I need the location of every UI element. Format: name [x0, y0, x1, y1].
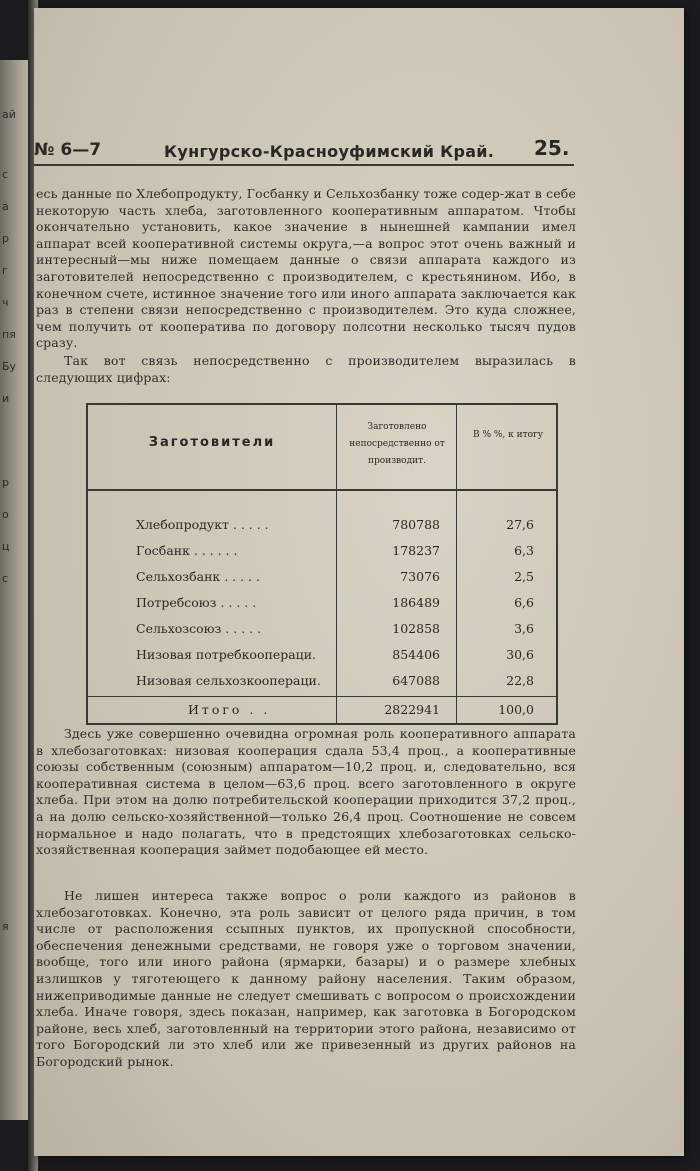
header-rule: [34, 164, 574, 166]
row-name: Сельхозбанк . . . . .: [136, 569, 260, 584]
edge-fragment: с: [2, 572, 9, 585]
page-number: 25.: [534, 136, 570, 160]
paragraph-table-lead: [36, 353, 576, 386]
total-label: Итого . .: [188, 702, 271, 717]
paragraph-intro: есь данные по Хлебопродукту, Госбанку и Сельхозбанку тоже содер-жат в себе некоторую часть хлеба, заготовленного кооперативным аппаратом. Чтобы окончательно установить, какое значение в нынешней кампании имел аппарат всей кооперативной системы округа,—а вопрос этот очень важный и интересный—мы ниже помещаем данные о связи аппарата каждого из заготовителей непосредственно с производителем, с крестьянином. Ибо, в конечном счете, истинное значение того или иного аппарата заключается как раз в степени связи непосредственно с производителем. Это куда сложнее, чем получить от кооператива по договору полсотни несколько тысяч пудов сразу.: [36, 186, 576, 351]
paragraph-text: Не лишен интереса также вопрос о роли каждого из районов в хлебозаготовках. Конечно, эта роль зависит от целого ряда причин, в том числе от расположения ссыпных пунктов, их пропускной способности, обеспечения денежными средствами, не говоря уже о торговом значении, вообще, того или иного района (ярмарки, базары) и о размере хлебных излишков у тяготеющего к данному району населения. Таким образом, нижеприводимые данные не следует смешивать с вопросом о происхождении хлеба. Иначе говоря, здесь показан, например, как заготовка в Богородском районе, весь хлеб, заготовленный на территории этого района, независимо от того Богородский ли это хлеб или же привезенный из других районов на Богородский рынок.: [36, 888, 576, 1069]
column-header-quantity: Заготовлено непосредственно от производит.: [349, 422, 445, 466]
row-percent: 3,6: [514, 621, 534, 636]
edge-fragment: а: [2, 200, 9, 213]
column-header-percent: В % %, к итогу: [472, 430, 544, 440]
edge-fragment: р: [2, 476, 9, 489]
row-percent: 22,8: [506, 673, 534, 688]
column-header-procurers: Заготовители: [148, 435, 276, 450]
edge-fragment: ай: [2, 108, 16, 121]
edge-fragment: Бу: [2, 360, 17, 373]
row-name: Госбанк . . . . . .: [136, 543, 238, 558]
edge-fragment: ц: [2, 540, 10, 553]
running-header: [34, 134, 594, 164]
row-name: Сельхозсоюз . . . . .: [136, 621, 262, 636]
row-name: Потребсоюз . . . . .: [136, 595, 257, 610]
edge-fragment: я: [2, 920, 9, 933]
total-quantity: 2822941: [384, 702, 440, 717]
procurement-table: [86, 403, 558, 725]
row-name: Низовая потребкоопераци.: [136, 647, 317, 662]
row-quantity: 780788: [392, 517, 440, 532]
row-percent: 27,6: [506, 517, 534, 532]
table-row: [88, 621, 556, 645]
paragraph-text: Так вот связь непосредственно с производителем выразилась в следующих цифрах:: [36, 353, 576, 385]
edge-fragment: и: [2, 392, 10, 405]
row-name: Низовая сельхозкоопераци.: [136, 673, 321, 688]
row-name: Хлебопродукт . . . . .: [136, 517, 269, 532]
row-percent: 6,6: [514, 595, 534, 610]
row-percent: 30,6: [506, 647, 534, 662]
adjacent-page-edge: [0, 60, 30, 1120]
edge-fragment: ч: [2, 296, 9, 309]
paragraph-districts: [36, 888, 576, 1071]
row-quantity: 647088: [392, 673, 440, 688]
row-quantity: 178237: [392, 543, 440, 558]
journal-title: Кунгурско-Красноуфимский Край.: [164, 142, 495, 161]
paragraph-analysis: [36, 726, 576, 859]
edge-fragment: р: [2, 232, 9, 245]
table-row: [88, 543, 556, 567]
table-row: [88, 595, 556, 619]
table-total-row: [88, 702, 556, 726]
row-percent: 2,5: [514, 569, 534, 584]
total-percent: 100,0: [498, 702, 534, 717]
row-quantity: 102858: [392, 621, 440, 636]
paragraph-text: Здесь уже совершенно очевидна огромная роль кооперативного аппарата в хлебозаготовках: низовая кооперация сдала 53,4 проц., а кооперативные союзы собственным (союзным) аппаратом—10,2 проц. и, следовательно, вся кооперативная система в целом—63,6 проц. всего заготовленного в округе хлеба. При этом на долю потребительской кооперации приходится 37,2 проц., а на долю сельско-хозяйственной—только 26,4 проц. Соотношение не совсем нормальное и надо полагать, что в предстоящих хлебозаготовках сельско-хозяйственная кооперация займет подобающее ей место.: [36, 726, 576, 858]
table-row: [88, 517, 556, 541]
row-quantity: 73076: [400, 569, 440, 584]
table-row: [88, 569, 556, 593]
book-page: [34, 8, 684, 1156]
edge-fragment: с: [2, 168, 9, 181]
edge-fragment: г: [2, 264, 8, 277]
row-quantity: 854406: [392, 647, 440, 662]
issue-number: № 6—7: [34, 140, 102, 160]
table-row: [88, 673, 556, 697]
table-row: [88, 647, 556, 671]
row-percent: 6,3: [514, 543, 534, 558]
row-quantity: 186489: [392, 595, 440, 610]
edge-fragment: пя: [2, 328, 16, 341]
edge-fragment: о: [2, 508, 9, 521]
table-header-rule: [88, 489, 556, 491]
